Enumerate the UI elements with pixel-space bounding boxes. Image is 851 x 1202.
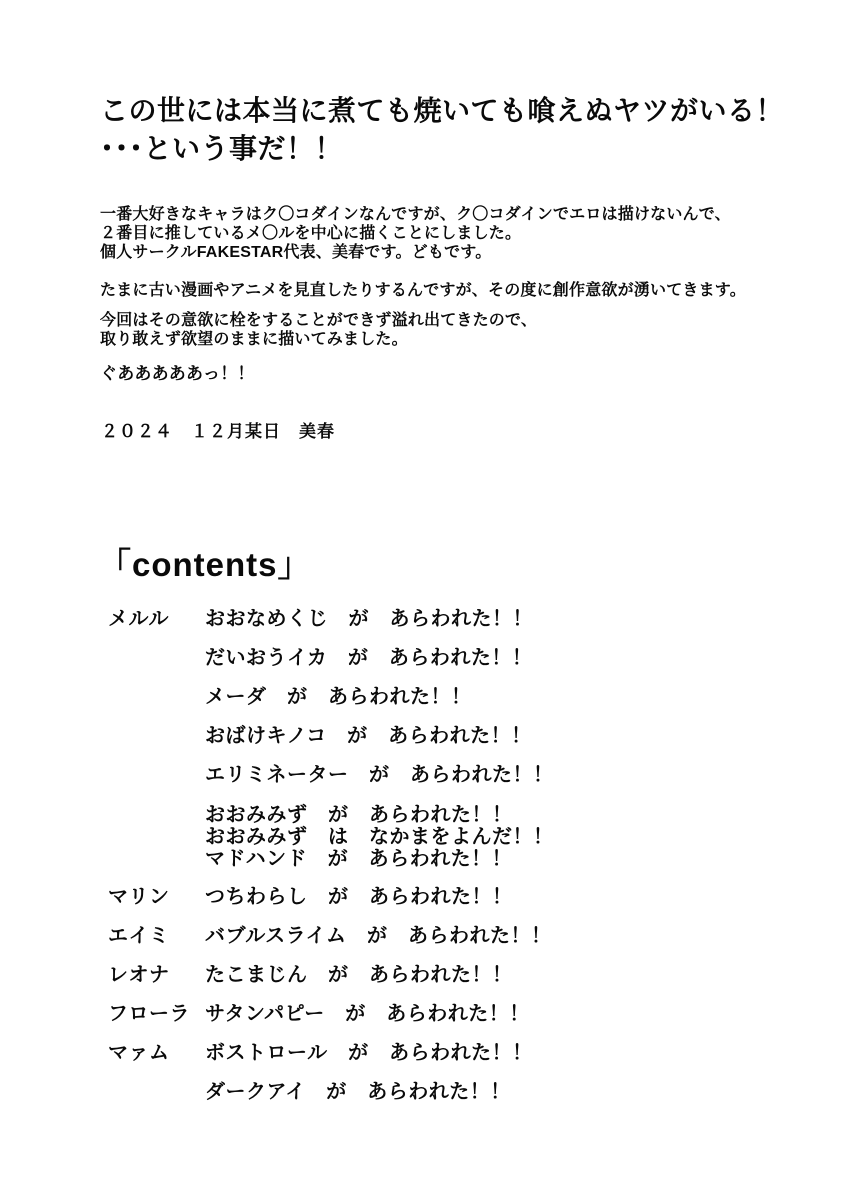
headline-line-1: この世には本当に煮ても焼いても喰えぬヤツがいる！: [100, 96, 785, 127]
contents-entry: マドハンド が あらわれた！！: [205, 848, 513, 870]
character-name: マァム: [108, 1042, 170, 1064]
character-name: [108, 647, 205, 669]
contents-title: 「contents」: [98, 546, 312, 583]
contents-row: [108, 1003, 530, 1025]
headline: [100, 93, 784, 169]
contents-row: [108, 964, 513, 986]
intro-line: 個人サークルFAKESTAR代表、美春です。どもです。: [100, 244, 492, 261]
contents-row: [108, 925, 552, 947]
contents-entry: つちわらし が あらわれた！！: [205, 886, 513, 908]
character-name: マリン: [108, 886, 170, 908]
contents-row: [108, 1042, 533, 1064]
intro-paragraph-2: [100, 281, 746, 300]
intro-paragraph-3: [100, 311, 537, 349]
intro-line: 取り敢えず欲望のままに描いてみました。: [100, 331, 408, 348]
intro-line: たまに古い漫画やアニメを見直したりするんですが、その度に創作意欲が湧いてきます。: [100, 282, 746, 299]
character-name: エイミ: [108, 925, 170, 947]
date-signature: ２０２４ １２月某日 美春: [101, 422, 335, 441]
intro-line: ２番目に推しているメ〇ルを中心に描くことにしました。: [100, 225, 522, 242]
contents-entry: おおなめくじ が あらわれた！！: [205, 608, 533, 630]
contents-entry: メーダ が あらわれた！！: [205, 686, 472, 708]
contents-entry: サタンパピー が あらわれた！！: [205, 1003, 530, 1025]
character-name: フローラ: [108, 1003, 190, 1025]
contents-entry: バブルスライム が あらわれた！！: [205, 925, 552, 947]
contents-entry: おおみみず は なかまをよんだ！！: [205, 826, 554, 848]
contents-row: [108, 886, 513, 908]
contents-row: [108, 725, 532, 747]
contents-row: [108, 686, 472, 708]
character-name: [108, 725, 205, 747]
character-name: レオナ: [108, 964, 170, 986]
character-name: [108, 686, 205, 708]
intro-line: 今回はその意欲に栓をすることができず溢れ出てきたので、: [100, 312, 538, 329]
headline-line-2: ･･･という事だ！！: [100, 134, 344, 165]
character-name: [108, 804, 205, 870]
intro-line: ぐあああああっ！！: [100, 364, 255, 383]
contents-row: [108, 804, 554, 870]
contents-entry: ボストロール が あらわれた！！: [205, 1042, 533, 1064]
character-name: メルル: [108, 608, 169, 630]
contents-entry: たこまじん が あらわれた！！: [205, 964, 513, 986]
contents-entry-group: [205, 804, 554, 870]
contents-entry: おばけキノコ が あらわれた！！: [205, 725, 532, 747]
intro-exclamation: [100, 364, 255, 383]
contents-entry: おおみみず が あらわれた！！: [205, 804, 513, 826]
contents-row: [108, 1081, 511, 1103]
contents-row: [108, 764, 554, 786]
intro-paragraph-1: [100, 205, 731, 262]
intro-line: 一番大好きなキャラはク〇コダインなんですが、ク〇コダインでエロは描けないんで、: [100, 206, 731, 223]
contents-row: [108, 608, 533, 630]
character-name: [108, 1081, 205, 1103]
contents-entry: だいおうイカ が あらわれた！！: [205, 647, 533, 669]
contents-entry: エリミネーター が あらわれた！！: [205, 764, 554, 786]
contents-row: [108, 647, 532, 669]
character-name: [108, 764, 205, 786]
contents-entry: ダークアイ が あらわれた！！: [205, 1081, 511, 1103]
